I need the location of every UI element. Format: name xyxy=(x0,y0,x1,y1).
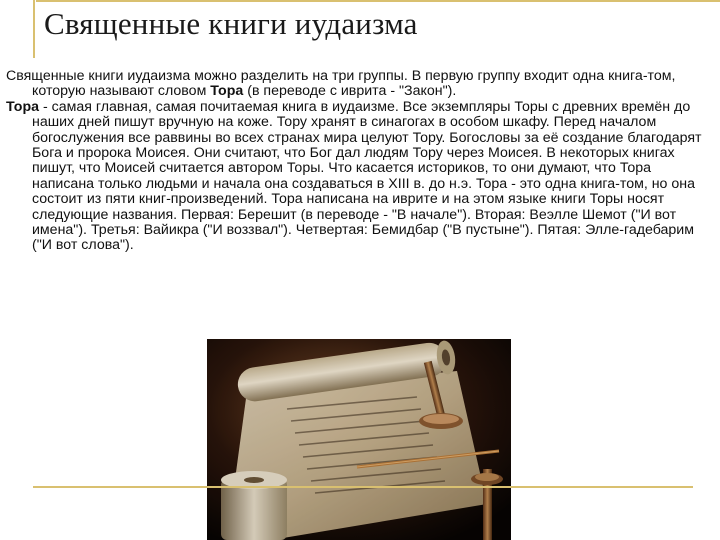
paragraph-intro xyxy=(6,69,710,100)
slide-title: Священные книги иудаизма xyxy=(44,6,418,41)
paragraph-intro-text-start: Священные книги иудаизма можно разделить на три группы. В первую группу входит одна книга-том, которую называют словом xyxy=(6,68,676,100)
decorative-vertical-rule xyxy=(33,0,35,58)
paragraph-intro-keyword: Тора xyxy=(210,83,244,100)
torah-scroll-photo xyxy=(207,339,511,540)
slide-body xyxy=(6,69,710,254)
decorative-bottom-rule xyxy=(33,486,693,488)
paragraph-intro-text-end: (в переводе с иврита - "Закон"). xyxy=(243,83,457,100)
paragraph-torah-keyword: Тора xyxy=(6,98,39,115)
paragraph-torah xyxy=(6,100,710,254)
paragraph-torah-text-end: - самая главная, самая почитаемая книга в иудаизме. Все экземпляры Торы с древних времён до наших дней пишут вручную на коже. Тору хранят в синагогах в особом шкафу. Перед началом богослужения все раввины во всех странах мира целуют Тору. Богословы за её создание благодарят Бога и пророка Моисея. Они считают, что Бог дал людям Тору через Моисея. В некоторых книгах пишут, что Моисей считается автором Торы. Что касается историков, то они думают, что Тора написана только людьми и начала она создаваться в XIII в. до н.э. Тора - это одна книга-том, но она состоит из пяти книг-произведений. Тора написана на иврите и на этом языке книги Торы носят следующие названия. Первая: Берешит (в переводе - "В начале"). Вторая: Веэлле Шемот ("И вот имена"). Третья: Вайикра ("И воззвал"). Четвертая: Бемидбар ("В пустыне"). Пятая: Элле-гадебарим ("И вот слова"). xyxy=(32,98,702,254)
decorative-top-rule xyxy=(36,0,720,2)
